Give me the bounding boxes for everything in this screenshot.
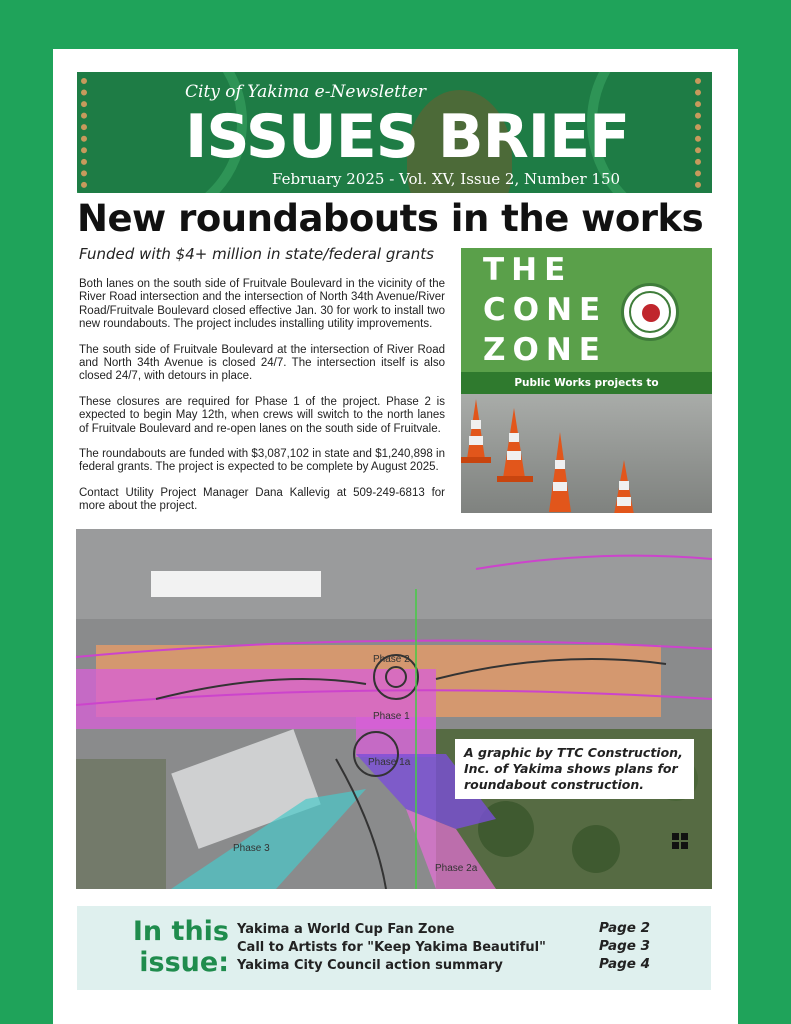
toc-page-1: Page 2 [599,920,651,936]
in-this-issue-box [77,906,711,990]
toc-item-1: Yakima a World Cup Fan Zone [237,922,455,937]
article-body [79,278,445,526]
newsletter-title: ISSUES BRIEF [185,102,630,172]
issue-line: February 2025 - Vol. XV, Issue 2, Number 150 [272,170,621,188]
article-paragraph: The roundabouts are funded with $3,087,102 in state and $1,240,898 in federal grants. The project is expected to be complete by August 2025. [79,448,445,474]
newsletter-kicker: City of Yakima e-Newsletter [185,82,427,102]
traffic-cone-icon [549,432,571,512]
toc-page-3: Page 4 [599,956,651,972]
map-caption: A graphic by TTC Construction, Inc. of Yakima shows plans for roundabout construction. [455,739,694,799]
traffic-cone-icon [503,408,525,478]
in-this-issue-label: In this issue: [132,916,229,978]
map-label-phase-3: Phase 3 [233,843,270,854]
article-paragraph: These closures are required for Phase 1 of the project. Phase 2 is expected to begin May 12th, when crews will switch to the north lanes of Fruitvale Boulevard and re-open lanes on the south side of Fruitvale. [79,395,445,435]
toc-item-3: Yakima City Council action summary [237,958,503,973]
map-label-phase-2: Phase 2 [373,654,410,665]
article-paragraph: Contact Utility Project Manager Dana Kallevig at 509-249-6813 for more about the project. [79,486,445,513]
cone-zone-header [461,248,712,372]
cone-reflective-band [617,497,632,506]
masthead-banner [77,72,712,193]
article-paragraph: The south side of Fruitvale Boulevard at the intersection of River Road and North 34th Avenue is closed 24/7. The intersection itself is also closed 24/7, with detours in place. [79,343,445,383]
cone-zone-word-zone: ZONE [483,332,607,368]
map-label-phase-2a: Phase 2a [435,863,478,874]
cone-reflective-band [555,460,566,469]
cone-zone-tagline: Public Works projects to [461,372,712,394]
city-of-yakima-logo-icon [621,283,679,341]
north-arrow-icon [672,833,688,849]
cone-zone-word-cone: CONE [483,292,608,328]
cone-zone-word-the: THE [483,252,573,288]
article-headline: New roundabouts in the works [77,197,704,240]
cone-reflective-band [509,433,520,442]
traffic-cone-icon [613,460,635,513]
cone-zone-graphic [461,248,712,513]
road-photo [461,394,712,513]
cone-reflective-band [507,451,522,460]
cone-reflective-band [471,420,482,429]
construction-plan-map [76,529,712,889]
map-drawing [76,529,712,889]
map-label-phase-1: Phase 1 [373,711,410,722]
article-subhead: Funded with $4+ million in state/federal grants [79,245,434,263]
cone-reflective-band [553,482,568,491]
rope-border-right [695,78,709,188]
cone-reflective-band [619,481,630,490]
cone-reflective-band [469,436,484,445]
article-paragraph: Both lanes on the south side of Fruitvale Boulevard in the vicinity of the River Road intersection and the intersection of North 34th Avenue/River Road/Fruitvale Boulevard closed effective Jan. 30 for work to install two new roundabouts. The project includes installing utility improvements. [79,278,445,331]
apple-icon [642,304,660,322]
toc-page-2: Page 3 [599,938,651,954]
rope-border-left [81,78,95,188]
map-label-phase-1a: Phase 1a [368,757,411,768]
traffic-cone-icon [467,399,485,459]
toc-item-2: Call to Artists for "Keep Yakima Beautiful" [237,940,546,955]
